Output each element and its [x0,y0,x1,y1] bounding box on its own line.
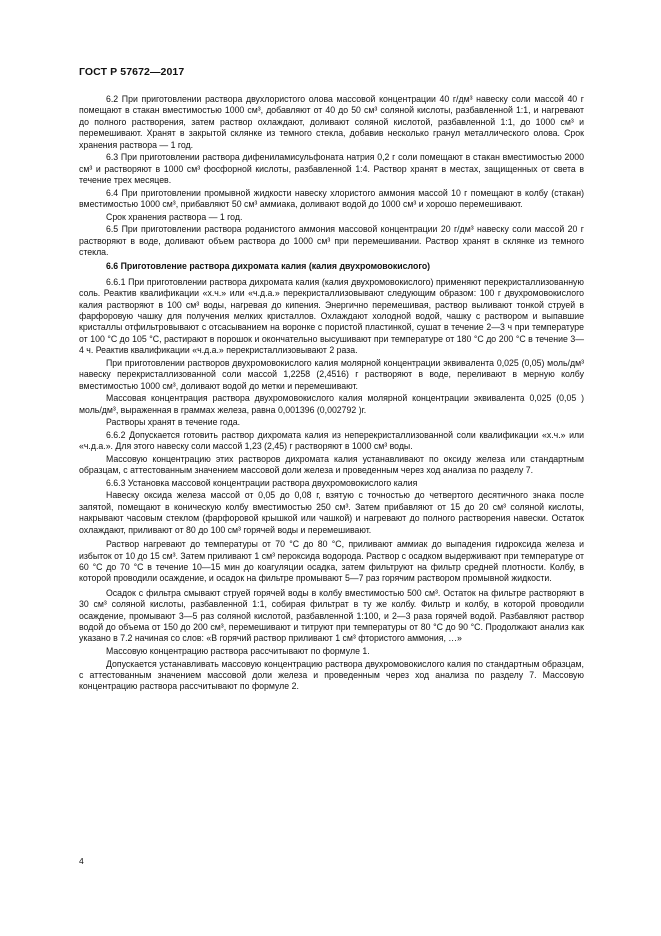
section-heading-6-6: 6.6 Приготовление раствора дихромата калия (калия двухромовокислого) [106,261,431,272]
document-body [79,94,584,694]
paragraph-heating: Раствор нагревают до температуры от 70 °С до 80 °С, приливают аммиак до выпадения гидроксида железа и избыток от 10 до 15 см³. Затем приливают 1 см³ пероксида водорода. Раствор с осадком выдерживают при температуре от 60 °С до 70 °С в течение 10—15 мин до коагуляции осадка, затем фильтруют на фильтр средней плотности. Колбу, в которой проводили осаждение, и осадок на фильтре промывают 5—7 раз горячим раствором промывной жидкости. [79,539,584,584]
paragraph-formula-2: Допускается устанавливать массовую концентрацию раствора двухромовокислого калия по стандартным образцам, с аттестованным значением массовой доли железа и проведенным через ход анализа по разделу 7. Массовую концентрацию раствора рассчитывают по формуле 2. [79,658,584,692]
paragraph-6-6-3: 6.6.3 Установка массовой концентрации раствора двухромовокислого калия [106,477,418,488]
document-header: ГОСТ Р 57672—2017 [79,66,185,78]
paragraph-iron-oxide: Навеску оксида железа массой от 0,05 до 0,08 г, взятую с точностью до четвертого десятичного знака после запятой, помещают в коническую колбу вместимостью 250 см³. Затем прибавляют от 15 до 20 см³ соляной кислоты, накрывают часовым стеклом (фарфоровой крышкой или чашкой) и нагревают до полного растворения навески. Остаток охлаждают, приливают от 80 до 100 см³ горячей воды и перемешивают. [79,490,584,535]
paragraph-formula-1: Массовую концентрацию раствора рассчитывают по формуле 1. [106,645,370,656]
page-number: 4 [79,856,84,866]
paragraph-storage: Срок хранения раствора — 1 год. [106,211,243,222]
paragraph-mass-conc-set: Массовую концентрацию этих растворов дихромата калия устанавливают по оксиду железа или стандартным образцам, с аттестованным значением массовой доли железа и проведенным через ход анализа по разделу 7. [79,453,584,476]
paragraph-6-2: 6.2 При приготовлении раствора двухлористого олова массовой концентрации 40 г/дм³ навеску соли массой 40 г помещают в стакан вместимостью 1000 см³, добавляют от 40 до 50 см³ соляной кислоты, разбавленной 1:1, и нагревают до полного растворения, затем раствор охлаждают, доливают соляной кислотой, разбавленной 1:1, до 1000 см³ и перемешивают. Хранят в закрытой склянке из темного стекла, добавив несколько гранул металлического олова. Срок хранения раствора — 1 год. [79,94,584,150]
paragraph-sediment: Осадок с фильтра смывают струей горячей воды в колбу вместимостью 500 см³. Остаток на фильтре растворяют в 30 см³ соляной кислоты, разбавленной 1:1, собирая фильтрат в ту же колбу. Фильтр и колбу, в которой проводили осаждение, промывают 3—5 раз соляной кислотой, разбавленной 1:100, и 2—3 раза горячей водой. Разбавляют раствор водой до объема от 150 до 200 см³, перемешивают и титруют при температуры от 80 °С до 90 °С. Продолжают анализ как указано в 7.2 начиная со слов: «В горячий раствор приливают 1 см³ фтористого аммония, …» [79,587,584,644]
paragraph-6-5: 6.5 При приготовлении раствора роданистого аммония массовой концентрации 20 г/дм³ навеску соли массой 20 г растворяют в воде, доливают объем раствора до 1000 см³ при перемешивании. Раствор хранят в склянке из темного стекла. [79,224,584,258]
paragraph-6-6-1: 6.6.1 При приготовлении раствора дихромата калия (калия двухромовокислого) применяют перекристаллизованную соль. Реактив квалификации «х.ч.» или «ч.д.а.» перекристаллизовывают следующим образом: 100 г двухромовокислого калия растворяют в 100 см³ воды, нагревая до кипения. Энергично перемешивая, раствор выливают тонкой струей в фарфоровую чашку для получения мелких кристаллов. Охлаждают холодной водой, чашку с раствором и выпавшие кристаллы отфильтровывают с отсасыванием на воронке с пористой пластинкой, сушат в течение 2—3 ч при температуре от 100 °С до 105 °С, растирают в порошок и окончательно высушивают при температуре от 180 °С до 200 °С в течение 3—4 ч. Реактив квалификации «ч.д.а.» перекристаллизовывают 2 раза. [79,276,584,356]
paragraph-mass-conc: Массовая концентрация раствора двухромовокислого калия молярной концентрации эквивалента 0,025 (0,05 ) моль/дм³, выраженная в граммах железа, равна 0,001396 (0,002792 )г. [79,393,584,415]
paragraph-6-4: 6.4 При приготовлении промывной жидкости навеску хлористого аммония массой 10 г помещают в колбу (стакан) вместимостью 1000 см³, прибавляют 50 см³ аммиака, доливают водой до 1000 см³ и хорошо перемешивают. [79,187,584,210]
paragraph-storage-year: Растворы хранят в течение года. [106,417,240,428]
paragraph-6-6-2: 6.6.2 Допускается готовить раствор дихромата калия из неперекристаллизованной соли квалификации «х.ч.» или «ч.д.а.». Для этого навеску соли массой 1,23 (2,45) г растворяют в 1000 см³ воды. [79,429,584,452]
paragraph-molar: При приготовлении растворов двухромовокислого калия молярной концентрации эквивалента 0,025 (0,05) моль/дм³ навеску перекристаллизованной соли массой 1,2258 (2,4516) г растворяют в воде, переливают в мерную колбу вместимостью 1000 см³, доливают водой до метки и перемешивают. [79,357,584,391]
paragraph-6-3: 6.3 При приготовлении раствора дифениламисульфоната натрия 0,2 г соли помещают в стакан вместимостью 2000 см³ и растворяют в 1000 см³ фосфорной кислоты, разбавленной 1:4. Раствор хранят в местах, защищенных от света в течение трех месяцев. [79,152,584,186]
